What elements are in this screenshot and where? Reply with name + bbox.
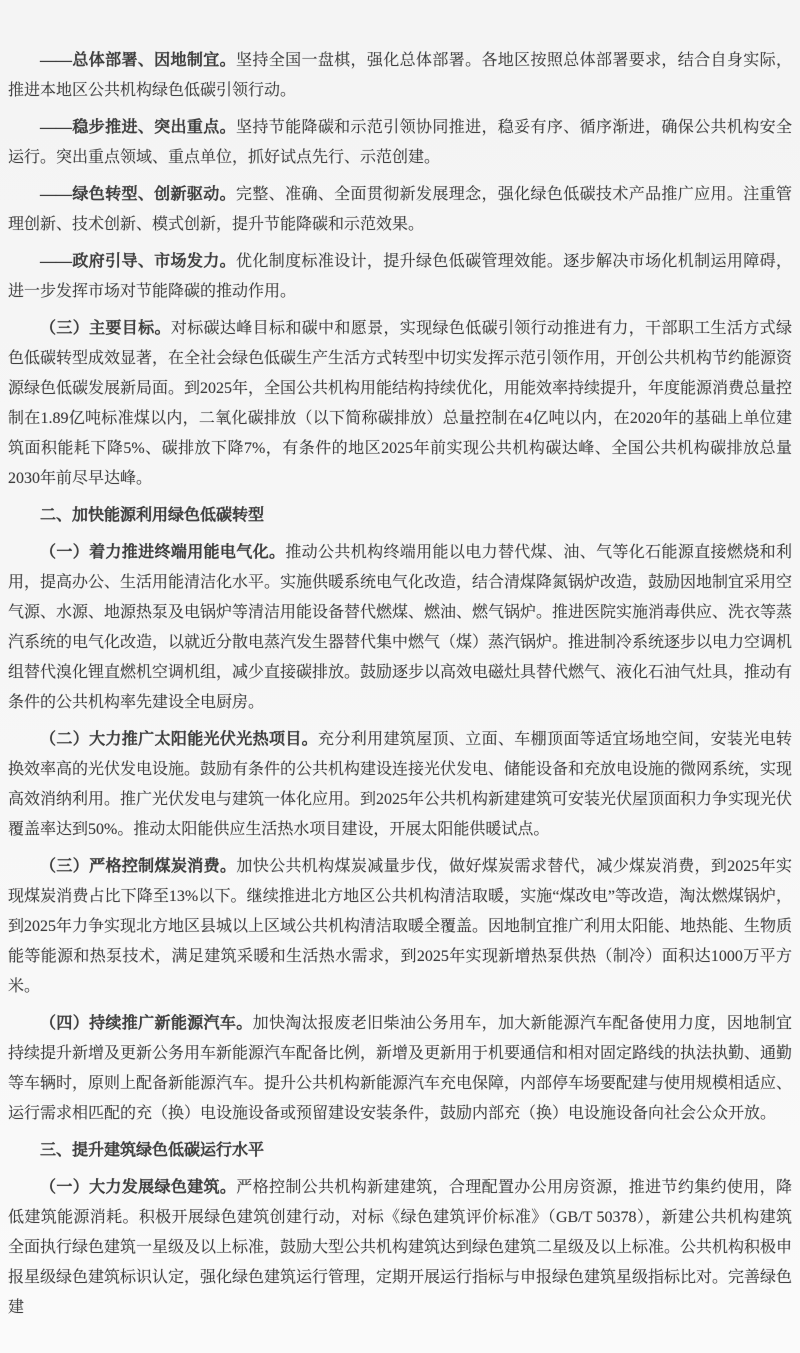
paragraph-text: 对标碳达峰目标和碳中和愿景，实现绿色低碳引领行动推进有力，干部职工生活方式绿色低碳转型成效显著，在全社会绿色低碳生产生活方式转型中切实发挥示范引领作用，开创公共机构节约能源资源绿色低碳发展新局面。到2025年，全国公共机构用能结构持续优化，用能效率持续提升，年度能源消费总量控制在1.89亿吨标准煤以内，二氧化碳排放（以下简称碳排放）总量控制在4亿吨以内，在2020年的基础上单位建筑面积能耗下降5%、碳排放下降7%，有条件的地区2025年前实现公共机构碳达峰、全国公共机构碳排放总量2030年前尽早达峰。 bbox=[8, 320, 793, 487]
document-paragraph bbox=[8, 113, 792, 173]
paragraph-text: 坚持节能降碳和示范引领协同推进，稳妥有序、循序渐进，确保公共机构安全运行。突出重点领域、重点单位，抓好试点先行、示范创建。 bbox=[8, 119, 792, 166]
paragraph-lead: ——政府引导、市场发力。 bbox=[40, 253, 236, 270]
paragraph-lead: （四）持续推广新能源汽车。 bbox=[40, 1015, 253, 1032]
paragraph-lead: （三）严格控制煤炭消费。 bbox=[40, 858, 237, 875]
document-paragraph bbox=[8, 852, 792, 1002]
section-heading: 三、提升建筑绿色低碳运行水平 bbox=[40, 1142, 265, 1159]
paragraph-text: 优化制度标准设计，提升绿色低碳管理效能。逐步解决市场化机制运用障碍，进一步发挥市场对节能降碳的推动作用。 bbox=[8, 253, 792, 300]
paragraph-text: 加快公共机构煤炭减量步伐，做好煤炭需求替代，减少煤炭消费，到2025年实现煤炭消费占比下降至13%以下。继续推进北方地区公共机构清洁取暖，实施“煤改电”等改造，淘汰燃煤锅炉，到2025年力争实现北方地区县城以上区域公共机构清洁取暖全覆盖。因地制宜推广利用太阳能、地热能、生物质能等能源和热泵技术，满足建筑采暖和生活热水需求，到2025年实现新增热泵供热（制冷）面积达1000万平方米。 bbox=[8, 858, 793, 995]
paragraph-lead: ——稳步推进、突出重点。 bbox=[40, 119, 236, 136]
document-paragraph bbox=[8, 314, 792, 494]
paragraph-text: 坚持全国一盘棋，强化总体部署。各地区按照总体部署要求，结合自身实际，推进本地区公共机构绿色低碳引领行动。 bbox=[8, 52, 792, 99]
paragraph-text: 加快淘汰报废老旧柴油公务用车，加大新能源汽车配备使用力度，因地制宜持续提升新增及更新公务用车新能源汽车配备比例，新增及更新用于机要通信和相对固定路线的执法执勤、通勤等车辆时，原则上配备新能源汽车。提升公共机构新能源汽车充电保障，内部停车场要配建与使用规模相适应、运行需求相匹配的充（换）电设施设备或预留建设安装条件，鼓励内部充（换）电设施设备向社会公众开放。 bbox=[8, 1015, 793, 1122]
document-paragraph bbox=[8, 247, 792, 307]
paragraph-lead: ——绿色转型、创新驱动。 bbox=[40, 186, 236, 203]
paragraph-text: 充分利用建筑屋顶、立面、车棚顶面等适宜场地空间，安装光电转换效率高的光伏发电设施。鼓励有条件的公共机构建设连接光伏发电、储能设备和充放电设施的微网系统，实现高效消纳利用。推广光伏发电与建筑一体化应用。到2025年公共机构新建建筑可安装光伏屋顶面积力争实现光伏覆盖率达到50%。推动太阳能供应生活热水项目建设，开展太阳能供暖试点。 bbox=[8, 731, 793, 838]
paragraph-lead: ——总体部署、因地制宜。 bbox=[40, 52, 236, 69]
document-paragraph bbox=[8, 180, 792, 240]
paragraph-lead: （一）大力发展绿色建筑。 bbox=[40, 1179, 237, 1196]
paragraph-lead: （三）主要目标。 bbox=[40, 320, 171, 337]
document-paragraph bbox=[8, 538, 792, 718]
paragraph-text: 推动公共机构终端用能以电力替代煤、油、气等化石能源直接燃烧和利用，提高办公、生活用能清洁化水平。实施供暖系统电气化改造，结合清煤降氮锅炉改造，鼓励因地制宜采用空气源、水源、地源热泵及电锅炉等清洁用能设备替代燃煤、燃油、燃气锅炉。推进医院实施消毒供应、洗衣等蒸汽系统的电气化改造，以就近分散电蒸汽发生器替代集中燃气（煤）蒸汽锅炉。推进制冷系统逐步以电力空调机组替代溴化锂直燃机空调机组，减少直接碳排放。鼓励逐步以高效电磁灶具替代燃气、液化石油气灶具，推动有条件的公共机构率先建设全电厨房。 bbox=[8, 544, 793, 711]
paragraph-lead: （一）着力推进终端用能电气化。 bbox=[40, 544, 286, 561]
paragraph-lead: （二）大力推广太阳能光伏光热项目。 bbox=[40, 731, 319, 748]
document-paragraph bbox=[8, 1009, 792, 1129]
document-paragraph bbox=[8, 725, 792, 845]
document-body bbox=[8, 46, 792, 1323]
paragraph-text: 完整、准确、全面贯彻新发展理念，强化绿色低碳技术产品推广应用。注重管理创新、技术创新、模式创新，提升节能降碳和示范效果。 bbox=[8, 186, 792, 233]
document-paragraph bbox=[8, 1173, 792, 1323]
document-paragraph bbox=[8, 46, 792, 106]
section-heading: 二、加快能源利用绿色低碳转型 bbox=[40, 507, 265, 524]
paragraph-text: 严格控制公共机构新建建筑，合理配置办公用房资源，推进节约集约使用，降低建筑能源消耗。积极开展绿色建筑创建行动，对标《绿色建筑评价标准》（GB/T 50378），新建公共机构建筑全面执行绿色建筑一星级及以上标准，鼓励大型公共机构建筑达到绿色建筑二星级及以上标准。公共机构积极申报星级绿色建筑标识认定，强化绿色建筑运行管理，定期开展运行指标与申报绿色建筑星级指标比对。完善绿色建 bbox=[8, 1179, 793, 1316]
